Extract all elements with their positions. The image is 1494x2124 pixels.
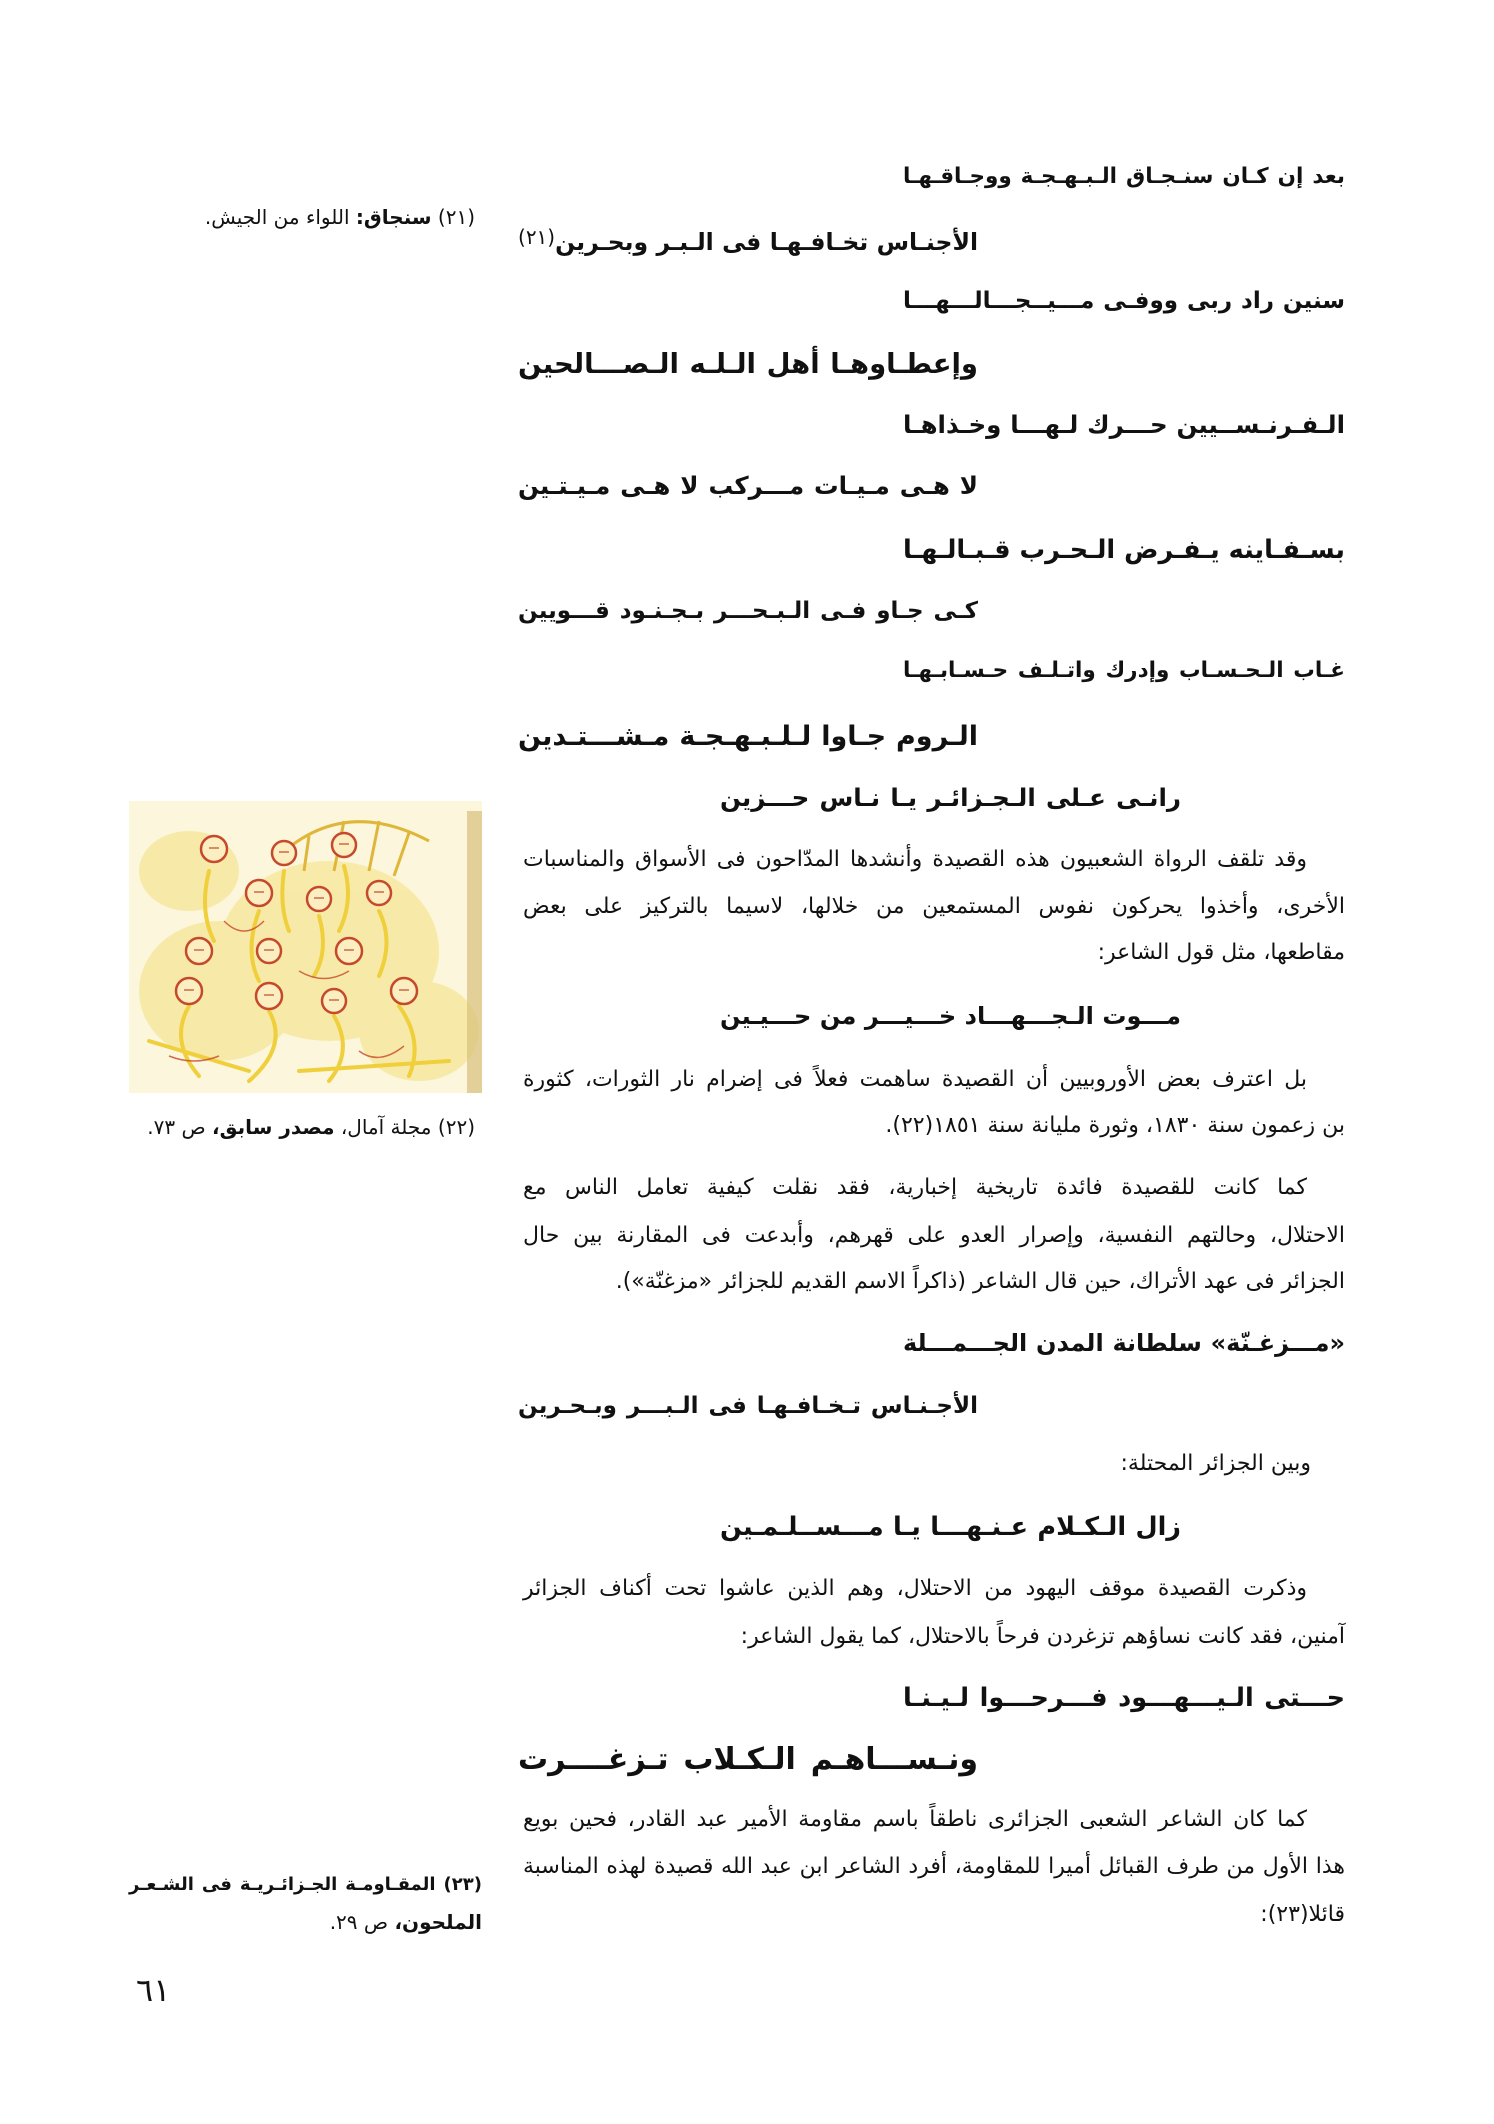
paragraph-line: الاحتلال، وحالتهم النفسية، وإصرار العدو على قهرهم، وأبدعت فى المقارنة بين حال: [523, 1223, 1345, 1248]
footnote-22: [115, 1111, 475, 1143]
footnote-23-line-2: [129, 1906, 482, 1938]
page-number: ٦١: [136, 1971, 171, 2009]
paragraph-line: هذا الأول من طرف القبائل أميرا للمقاومة، أفرد الشاعر ابن عبد الله قصيدة لهذه المناسبة: [523, 1854, 1345, 1879]
verse-line: وإعطـاوهـا أهل الـلـه الـصـــالحين: [518, 348, 978, 380]
verse-line: الـفـرنـســيين حـــرك لـهـــا وخـذاهـا: [903, 410, 1345, 439]
verse-line: غـاب الـحـسـاب وإدرك واتـلـف حـسـابـهـا: [903, 658, 1345, 683]
verse-line: ونـســـاهـم الـكـلاب تـزغــــرت: [518, 1742, 978, 1777]
verse-line: حـــتى الـيـــهـــود فـــرحـــوا لـيـنـا: [903, 1683, 1345, 1713]
verse-line: بسـفـاينه يـفـرض الـحـرب قـبـالـهـا: [903, 535, 1345, 565]
paragraph-line: بل اعترف بعض الأوروبيين أن القصيدة ساهمت فعلاً فى إضرام نار الثورات، كثورة: [523, 1067, 1307, 1092]
footnote-number: (٢٢): [437, 1115, 475, 1139]
paragraph-line: وذكرت القصيدة موقف اليهود من الاحتلال، وهم الذين عاشوا تحت أكناف الجزائر: [523, 1576, 1307, 1601]
verse-text: الأجنـاس تخـافـهـا فى الـبـر وبحـرين: [555, 228, 978, 256]
footnote-number: (٢١): [437, 205, 475, 229]
paragraph-line: مقاطعها، مثل قول الشاعر:: [1097, 940, 1345, 965]
paragraph-line: الأخرى، وأخذوا يحركون نفوس المستمعين من خلالها، لاسيما بالتركيز على بعض: [523, 894, 1345, 919]
footnote-title: الملحون،: [394, 1910, 482, 1934]
paragraph-line: قائلا(٢٣):: [1260, 1902, 1345, 1927]
paragraph-line: آمنين، فقد كانت نساؤهم تزغردن فرحاً بالاحتلال، كما يقول الشاعر:: [740, 1624, 1345, 1649]
footnote-number: (٢٣): [443, 1874, 482, 1895]
verse-line: بعد إن كـان سنـجـاق الـبـهـجـة ووجـاقـهـا: [903, 164, 1345, 189]
footnote-term: سنجاق:: [355, 205, 432, 229]
group-photo: [129, 801, 482, 1093]
refrain-line: رانـى عـلى الـجـزائـر يـا نـاس حـــزين: [720, 783, 1181, 812]
paragraph-line: بن زعمون سنة ١٨٣٠، وثورة مليانة سنة ١٨٥١(٢٢).: [885, 1113, 1345, 1138]
footnote-21: [115, 201, 475, 233]
verse-line: الـروم جـاوا لـلـبـهـجـة مـشـــتـدين: [518, 721, 978, 752]
verse-line: الأجـنـاس تـخـافـهـا فى الـبـــر وبـحـرين: [518, 1393, 978, 1419]
footnote-title: المقـاومـة الجـزائـريـة فى الشـعـر: [129, 1874, 436, 1895]
verse-line: [518, 220, 978, 265]
refrain-line: مـــوت الـجـــهـــاد خـــيـــر من حـــيـين: [720, 1002, 1181, 1030]
footnote-source: مجلة آمال،: [340, 1115, 432, 1139]
paragraph-line: وبين الجزائر المحتلة:: [1120, 1451, 1311, 1476]
refrain-line: زال الـكـلام عـنـهـــا يـا مـــســلـمـين: [720, 1512, 1181, 1542]
paragraph-line: الجزائر فى عهد الأتراك، حين قال الشاعر (ذاكراً الاسم القديم للجزائر «مزغنّة»).: [615, 1269, 1345, 1294]
verse-line: «مـــزغـنّة» سلطانة المدن الجـــمـــلة: [903, 1329, 1345, 1357]
verse-line: لا هـى مـيـات مـــركب لا هـى مـيـتـين: [518, 471, 978, 500]
verse-line: سنين راد ربى ووفـى مـــيــجـــالـــهـــا: [903, 288, 1345, 314]
footnote-text: اللواء من الجيش.: [204, 205, 350, 229]
paragraph-line: كما كانت للقصيدة فائدة تاريخية إخبارية، فقد نقلت كيفية تعامل الناس مع: [523, 1175, 1307, 1200]
paragraph-line: كما كان الشاعر الشعبى الجزائرى ناطقاً باسم مقاومة الأمير عبد القادر، فحين بويع: [523, 1807, 1307, 1832]
footnote-ref: مصدر سابق،: [212, 1115, 335, 1139]
verse-line: كـى جـاو فـى الـبـحـــر بـجـنـود قـــويين: [518, 598, 978, 624]
footnote-page: ص ٧٣.: [147, 1115, 206, 1139]
footnote-ref-21[interactable]: (٢١): [518, 225, 556, 249]
paragraph-line: وقد تلقف الرواة الشعبيون هذه القصيدة وأنشدها المدّاحون فى الأسواق والمناسبات: [523, 847, 1307, 872]
group-photo-image: [129, 801, 482, 1093]
footnote-page: ص ٢٩.: [329, 1910, 389, 1934]
footnote-23-line-1: [129, 1869, 482, 1901]
photo-edge: [467, 811, 482, 1093]
